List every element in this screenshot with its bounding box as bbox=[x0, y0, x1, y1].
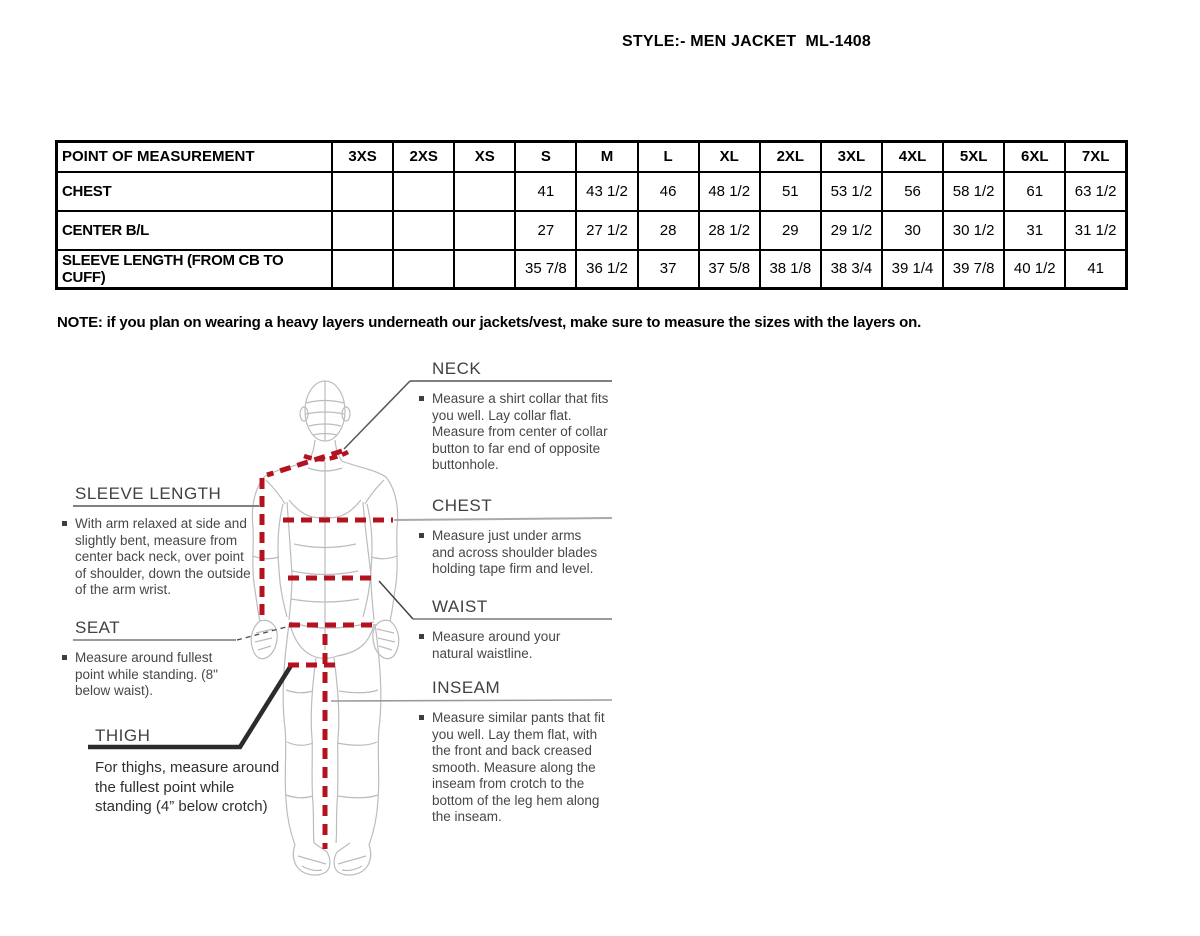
col-header-size: XS bbox=[454, 142, 515, 172]
bullet-square-icon bbox=[62, 521, 67, 526]
table-row bbox=[57, 250, 1127, 289]
size-value-cell: 28 bbox=[638, 211, 699, 250]
size-value-cell: 39 7/8 bbox=[943, 250, 1004, 289]
inseam-guide-description: Measure similar pants that fit you well. Lay them flat, with the front and back creased smooth. Measure along the inseam from crotch to the bottom of the leg hem along the inseam. bbox=[419, 710, 619, 826]
size-value-cell: 43 1/2 bbox=[576, 172, 637, 211]
col-header-size: 2XL bbox=[760, 142, 821, 172]
size-value-cell bbox=[454, 211, 515, 250]
seat-guide bbox=[62, 618, 227, 700]
col-header-size: 5XL bbox=[943, 142, 1004, 172]
col-header-size: 3XS bbox=[332, 142, 393, 172]
size-value-cell bbox=[393, 172, 454, 211]
size-value-cell: 51 bbox=[760, 172, 821, 211]
thigh-guide bbox=[95, 726, 295, 817]
size-value-cell: 31 bbox=[1004, 211, 1065, 250]
size-value-cell bbox=[454, 172, 515, 211]
col-header-size: 3XL bbox=[821, 142, 882, 172]
size-value-cell: 27 bbox=[515, 211, 576, 250]
size-value-cell: 40 1/2 bbox=[1004, 250, 1065, 289]
table-row bbox=[57, 172, 1127, 211]
col-header-size: 2XS bbox=[393, 142, 454, 172]
size-value-cell: 29 1/2 bbox=[821, 211, 882, 250]
bullet-square-icon bbox=[62, 655, 67, 660]
size-value-cell: 41 bbox=[515, 172, 576, 211]
sleeve-measure-line bbox=[262, 451, 342, 622]
size-value-cell: 37 bbox=[638, 250, 699, 289]
row-label: CENTER B/L bbox=[57, 211, 333, 250]
size-value-cell: 35 7/8 bbox=[515, 250, 576, 289]
size-value-cell bbox=[393, 211, 454, 250]
sleeve-length-guide bbox=[62, 484, 258, 599]
chest-guide bbox=[419, 496, 604, 578]
neck-guide bbox=[419, 359, 615, 474]
thigh-guide-heading: THIGH bbox=[95, 726, 151, 745]
bullet-square-icon bbox=[419, 533, 424, 538]
chest-guide-description: Measure just under arms and across shoulder blades holding tape firm and level. bbox=[419, 528, 604, 578]
size-value-cell bbox=[332, 172, 393, 211]
size-value-cell: 58 1/2 bbox=[943, 172, 1004, 211]
size-value-cell: 61 bbox=[1004, 172, 1065, 211]
size-chart-table bbox=[55, 140, 1128, 290]
seat-guide-description: Measure around fullest point while standing. (8" below waist). bbox=[62, 650, 227, 700]
size-value-cell: 46 bbox=[638, 172, 699, 211]
size-value-cell: 31 1/2 bbox=[1065, 211, 1126, 250]
size-value-cell: 41 bbox=[1065, 250, 1126, 289]
size-value-cell: 56 bbox=[882, 172, 943, 211]
col-header-size: XL bbox=[699, 142, 760, 172]
col-header-size: 4XL bbox=[882, 142, 943, 172]
seat-guide-heading: SEAT bbox=[75, 618, 121, 637]
size-value-cell: 37 5/8 bbox=[699, 250, 760, 289]
sleeve-length-guide-heading: SLEEVE LENGTH bbox=[75, 484, 222, 503]
page-title: STYLE:- MEN JACKET ML-1408 bbox=[622, 33, 871, 50]
waist-guide-heading: WAIST bbox=[432, 597, 488, 616]
table-row bbox=[57, 211, 1127, 250]
neck-guide-description: Measure a shirt collar that fits you well. Lay collar flat. Measure from center of collar button to far end of opposite buttonhole. bbox=[419, 391, 615, 474]
neck-measure-line bbox=[304, 452, 348, 459]
size-value-cell: 38 1/8 bbox=[760, 250, 821, 289]
bullet-square-icon bbox=[419, 715, 424, 720]
size-value-cell: 30 bbox=[882, 211, 943, 250]
col-header-point-of-measurement: POINT OF MEASUREMENT bbox=[57, 142, 333, 172]
note-text: NOTE: if you plan on wearing a heavy layers underneath our jackets/vest, make sure to measure the sizes with the layers on. bbox=[57, 314, 922, 331]
size-value-cell: 27 1/2 bbox=[576, 211, 637, 250]
size-chart bbox=[55, 140, 1128, 290]
size-value-cell bbox=[332, 211, 393, 250]
col-header-size: 7XL bbox=[1065, 142, 1126, 172]
size-value-cell: 36 1/2 bbox=[576, 250, 637, 289]
size-value-cell: 53 1/2 bbox=[821, 172, 882, 211]
bullet-square-icon bbox=[419, 634, 424, 639]
row-label: CHEST bbox=[57, 172, 333, 211]
inseam-guide bbox=[419, 678, 619, 826]
inseam-guide-heading: INSEAM bbox=[432, 678, 501, 697]
size-value-cell: 28 1/2 bbox=[699, 211, 760, 250]
size-value-cell: 39 1/4 bbox=[882, 250, 943, 289]
col-header-size: L bbox=[638, 142, 699, 172]
size-value-cell: 38 3/4 bbox=[821, 250, 882, 289]
waist-guide-description: Measure around your natural waistline. bbox=[419, 629, 589, 662]
thigh-guide-description: For thighs, measure around the fullest point while standing (4” below crotch) bbox=[95, 759, 280, 815]
size-value-cell: 48 1/2 bbox=[699, 172, 760, 211]
chest-guide-heading: CHEST bbox=[432, 496, 493, 515]
col-header-size: S bbox=[515, 142, 576, 172]
bullet-square-icon bbox=[419, 396, 424, 401]
sleeve-length-guide-description: With arm relaxed at side and slightly bent, measure from center back neck, over point of shoulder, down the outside of the arm wrist. bbox=[62, 516, 258, 599]
header-row bbox=[57, 142, 1127, 172]
size-value-cell: 63 1/2 bbox=[1065, 172, 1126, 211]
row-label: SLEEVE LENGTH (FROM CB TO CUFF) bbox=[57, 250, 333, 289]
col-header-size: 6XL bbox=[1004, 142, 1065, 172]
size-value-cell bbox=[393, 250, 454, 289]
neck-guide-heading: NECK bbox=[432, 359, 482, 378]
size-value-cell bbox=[454, 250, 515, 289]
size-value-cell: 29 bbox=[760, 211, 821, 250]
col-header-size: M bbox=[576, 142, 637, 172]
size-value-cell: 30 1/2 bbox=[943, 211, 1004, 250]
size-value-cell bbox=[332, 250, 393, 289]
waist-guide bbox=[419, 597, 589, 662]
